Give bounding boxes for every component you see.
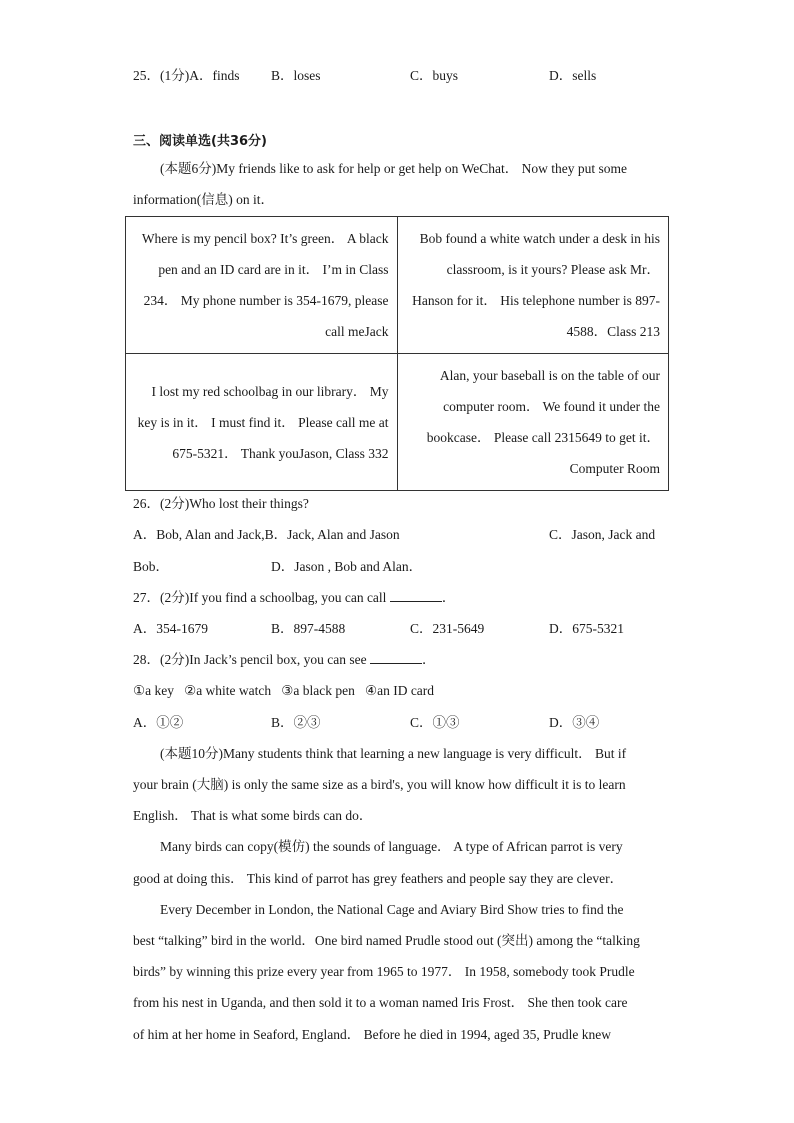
- q28-option-b: B．②③: [271, 715, 321, 730]
- q27-option-d: D．675-5321: [549, 621, 624, 636]
- note-jason: I lost my red schoolbag in our library． My key is in it． I must find it． Please call me at 675-5321． Thank youJason, Class 332: [126, 354, 398, 491]
- passage1-intro-line2: information(信息) on it．: [133, 192, 274, 207]
- q28-option-d: D．③④: [549, 715, 600, 730]
- note-bob: Bob found a white watch under a desk in his classroom, is it yours? Please ask Mr． Hanson for it． His telephone number is 897-4588．Class 213: [397, 217, 669, 354]
- q25-option-b: B．loses: [271, 68, 321, 83]
- passage2-line: of him at her home in Seaford, England． Before he died in 1994, aged 35, Prudle knew: [133, 1027, 612, 1042]
- passage2-line: from his nest in Uganda, and then sold it to a woman named Iris Frost． She then took care: [133, 995, 628, 1010]
- q25-option-c: C．buys: [410, 68, 459, 83]
- passage1-intro-line1: (本题6分)My friends like to ask for help or get help on WeChat． Now they put some: [160, 161, 627, 176]
- q28-option-c: C．①③: [410, 715, 460, 730]
- passage2-line: (本题10分)Many students think that learning a new language is very difficult． But if: [160, 746, 627, 761]
- q26-option-c: C．Jason, Jack and: [549, 527, 656, 542]
- q27-option-c: C．231-5649: [410, 621, 485, 636]
- q26-option-d: D．Jason , Bob and Alan．: [271, 559, 423, 574]
- passage2-line: Every December in London, the National Cage and Aviary Bird Show tries to find the: [160, 902, 624, 917]
- q27-option-b: B．897-4588: [271, 621, 346, 636]
- q28-items: ①a key ②a white watch ③a black pen ④an ID card: [133, 683, 435, 698]
- note-jack: Where is my pencil box? It’s green． A black pen and an ID card are in it． I’m in Class 234． My phone number is 354-1679, please call meJack: [126, 217, 398, 354]
- q27-stem: 27．(2分)If you find a schoolbag, you can call: [133, 590, 387, 605]
- note-alan: Alan, your baseball is on the table of our computer room． We found it under the bookcase． Please call 2315649 to get it．Computer Room: [397, 354, 669, 491]
- passage2-line: good at doing this． This kind of parrot has grey feathers and people say they are clever．: [133, 871, 624, 886]
- q28-stem: 28．(2分)In Jack’s pencil box, you can see: [133, 652, 367, 667]
- q27-end: ．: [441, 590, 456, 605]
- answer-blank: [370, 651, 422, 664]
- q28-end: ．: [421, 652, 436, 667]
- section-heading: 三、阅读单选(共36分): [133, 134, 267, 149]
- passage2-line: English． That is what some birds can do．: [133, 808, 373, 823]
- q28-option-a: A．①②: [133, 715, 184, 730]
- q26-option-c-continued: Bob．: [133, 559, 170, 574]
- q27-option-a: A．354-1679: [133, 621, 208, 636]
- q27-stem-line: [133, 589, 455, 607]
- q26-stem: 26．(2分)Who lost their things?: [133, 496, 309, 511]
- passage2-line: your brain (大脑) is only the same size as a bird's, you will know how difficult it is to learn: [133, 777, 626, 792]
- answer-blank: [390, 589, 442, 602]
- notes-table: [125, 216, 669, 491]
- q28-stem-line: [133, 651, 435, 669]
- passage2-line: best “talking” bird in the world．One bird named Prudle stood out (突出) among the “talking: [133, 933, 640, 948]
- q25-stem: 25．(1分)A．finds: [133, 68, 240, 83]
- passage2-line: Many birds can copy(模仿) the sounds of language． A type of African parrot is very: [160, 839, 623, 854]
- passage2-line: birds” by winning this prize every year from 1965 to 1977． In 1958, somebody took Prudle: [133, 964, 635, 979]
- q26-option-ab: A．Bob, Alan and Jack,B．Jack, Alan and Jason: [133, 527, 400, 542]
- q25-option-d: D．sells: [549, 68, 597, 83]
